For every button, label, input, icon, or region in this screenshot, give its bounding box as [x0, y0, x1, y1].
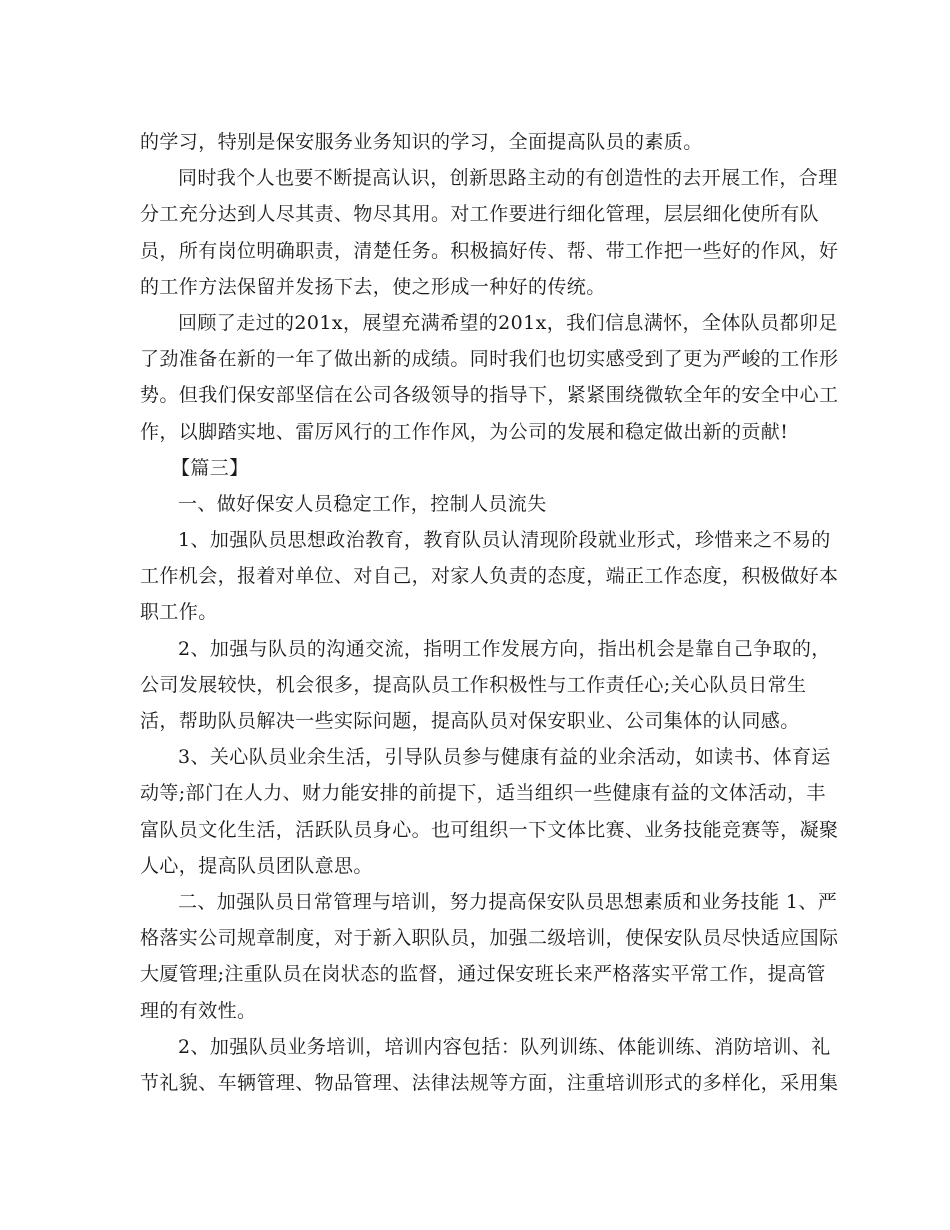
text-line: 回顾了走过的201x，展望充满希望的201x，我们信息满怀，全体队员都卯足	[178, 311, 838, 334]
text-line: 了劲准备在新的一年了做出新的成绩。同时我们也切实感受到了更为严峻的工作形	[140, 348, 839, 371]
text-line: 格落实公司规章制度，对于新入职队员，加强二级培训，使保安队员尽快适应国际	[140, 927, 839, 950]
text-line: 员，所有岗位明确职责，清楚任务。积极搞好传、帮、带工作把一些好的作风，好	[140, 239, 839, 262]
text-line: 的工作方法保留并发扬下去，使之形成一种好的传统。	[140, 275, 606, 298]
text-line: 势。但我们保安部坚信在公司各级领导的指导下，紧紧围绕微软全年的安全中心工	[140, 384, 839, 407]
text-line: 动等;部门在人力、财力能安排的前提下，适当组织一些健康有益的文体活动，丰	[140, 782, 826, 805]
text-line: 公司发展较快，机会很多，提高队员工作积极性与工作责任心;关心队员日常生	[140, 673, 807, 696]
text-line: 的学习，特别是保安服务业务知识的学习，全面提高队员的素质。	[140, 131, 703, 153]
text-line: 二、加强队员日常管理与培训，努力提高保安队员思想素质和业务技能 1、严	[178, 890, 838, 913]
text-line: 富队员文化生活，活跃队员身心。也可组织一下文体比赛、业务技能竞赛等，凝聚	[140, 818, 839, 841]
text-line: 理的有效性。	[140, 999, 257, 1022]
text-line: 同时我个人也要不断提高认识，创新思路主动的有创造性的去开展工作，合理	[178, 167, 838, 190]
document-body	[140, 124, 839, 1101]
text-line: 活，帮助队员解决一些实际问题，提高队员对保安职业、公司集体的认同感。	[140, 710, 800, 732]
text-line: 2、加强与队员的沟通交流，指明工作发展方向，指出机会是靠自己争取的，	[178, 637, 831, 660]
text-line: 一、做好保安人员稳定工作，控制人员流失	[178, 492, 547, 515]
text-line: 节礼貌、车辆管理、物品管理、法律法规等方面，注重培训形式的多样化，采用集	[140, 1071, 839, 1094]
text-line: 作，以脚踏实地、雷厉风行的工作作风，为公司的发展和稳定做出新的贡献!	[140, 420, 789, 443]
text-line: 人心，提高队员团队意思。	[140, 854, 373, 877]
text-line: 大厦管理;注重队员在岗状态的监督，通过保安班长来严格落实平常工作，提高管	[140, 963, 826, 986]
text-line: 分工充分达到人尽其责、物尽其用。对工作要进行细化管理，层层细化使所有队	[140, 203, 820, 226]
text-line: 职工作。	[140, 601, 218, 624]
text-line: 工作机会，报着对单位、对自己，对家人负责的态度，端正工作态度，积极做好本	[140, 565, 839, 588]
text-line: 3、关心队员业余生活，引导队员参与健康有益的业余活动，如读书、体育运	[178, 746, 831, 769]
text-line: 1、加强队员思想政治教育，教育队员认清现阶段就业形式，珍惜来之不易的	[178, 529, 831, 552]
section-heading: 【篇三】	[171, 456, 249, 479]
text-line: 2、加强队员业务培训，培训内容包括：队列训练、体能训练、消防培训、礼	[178, 1035, 831, 1058]
